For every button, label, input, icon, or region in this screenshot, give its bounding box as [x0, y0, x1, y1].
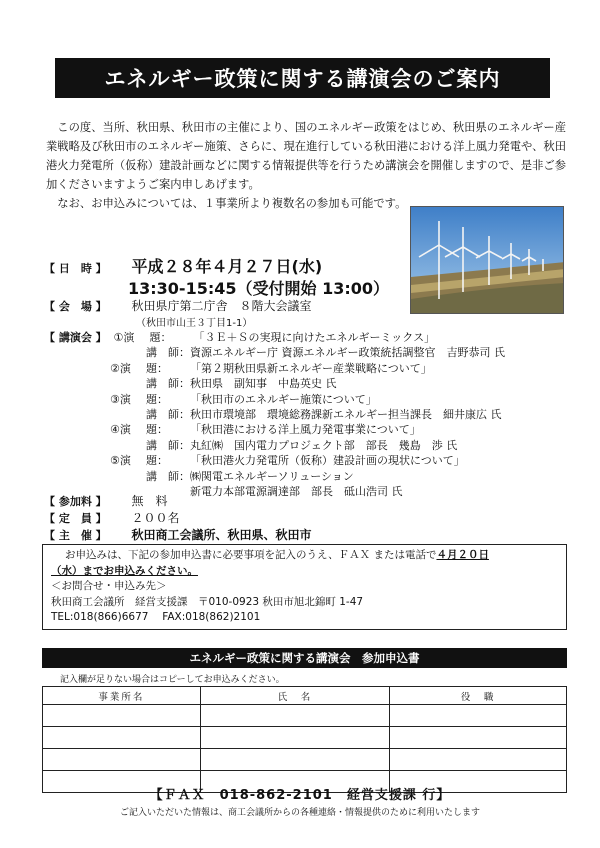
theme-key: 題：: [146, 361, 168, 375]
speaker-key: 講 師：: [146, 346, 190, 360]
company-field[interactable]: [43, 705, 201, 727]
deadline-continued: （水）までお申込みください。: [51, 564, 198, 577]
capacity-row: [44, 509, 180, 526]
company-field[interactable]: [43, 727, 201, 749]
speaker-row: [44, 345, 505, 360]
form-title: エネルギー政策に関する講演会 参加申込書: [42, 648, 567, 668]
intro-paragraph: この度、当所、秋田県、秋田市の主催により、国のエネルギー政策をはじめ、秋田県のエネルギー産業戦略及び秋田市のエネルギー施策、さらに、現在進行している秋田港における洋上風力発電や、秋田港火力発電所（仮称）建設計画などに関する情報提供等を行うため講演会を開催しますので、是非ご参加くださいますようご案内申しあげます。: [46, 121, 566, 191]
application-notice: [42, 544, 567, 630]
time-row: [128, 276, 389, 299]
lecture-speaker: 丸紅㈱ 国内電力プロジェクト部 部長 幾島 渉 氏: [190, 438, 458, 452]
lecture-row: [44, 330, 505, 345]
company-field[interactable]: [43, 749, 201, 771]
theme-key: 題：: [146, 454, 168, 468]
date-value: 平成２８年４月２７日(水): [131, 257, 323, 276]
lecture-speaker: ㈱関電エネルギーソリューション: [190, 469, 354, 483]
capacity-label: 【 定 員 】: [44, 512, 107, 525]
lecture-row: [44, 453, 505, 468]
speaker-row: [44, 438, 505, 453]
capacity-value: ２００名: [131, 511, 180, 525]
host-row: [44, 526, 312, 543]
host-value: 秋田商工会議所、秋田県、秋田市: [131, 528, 312, 542]
venue-label: 【 会 場 】: [44, 300, 107, 313]
lecture-number: ⑤演: [110, 454, 131, 468]
speaker-row-continued: 新電力本部電源調達部 部長 砥山浩司 氏: [190, 485, 403, 499]
theme-key: 題：: [146, 423, 168, 437]
lecture-label: 【 講演会 】: [44, 331, 107, 344]
position-field[interactable]: [390, 705, 567, 727]
name-field[interactable]: [200, 749, 390, 771]
form-note: 記入欄が足りない場合はコピーしてお申込みください。: [60, 675, 285, 685]
fee-value: 無 料: [131, 494, 168, 508]
fax-destination: 【ＦＡＸ 018-862-2101 経営支援課 行】: [149, 788, 451, 803]
date-row: [44, 254, 322, 277]
contact-title: ＜お問合せ・申込み先＞: [51, 580, 167, 592]
lecture-number: ②演: [110, 361, 131, 375]
form-header-position: 役 職: [390, 687, 567, 705]
speaker-key: 講 師：: [146, 408, 190, 422]
lecture-speaker: 資源エネルギー庁 資源エネルギー政策統括調整官 吉野恭司 氏: [190, 346, 505, 360]
date-label: 【 日 時 】: [44, 262, 107, 275]
notice-text: お申込みは、下記の参加申込書に必要事項を記入のうえ、ＦＡＸ または電話で: [65, 549, 437, 561]
position-field[interactable]: [390, 727, 567, 749]
intro-paragraph: なお、お申込みについては、１事業所より複数名の参加も可能です。: [57, 197, 407, 210]
fee-label: 【 参加料 】: [44, 495, 107, 508]
lecture-row: [44, 392, 505, 407]
speaker-key: 講 師：: [146, 469, 190, 483]
lecture-number: ④演: [110, 423, 131, 437]
lecture-theme: 「第２期秋田県新エネルギー産業戦略について」: [190, 361, 432, 375]
application-form-table: [42, 686, 567, 793]
speaker-row: [44, 407, 505, 422]
venue-row: [44, 297, 312, 314]
notice-line: [51, 564, 558, 580]
contact-org: 秋田商工会議所 経営支援課 〒010-0923 秋田市旭北錦町 1-47: [51, 595, 364, 608]
lecture-theme: 「３Ｅ＋Ｓの実現に向けたエネルギーミックス」: [193, 331, 436, 344]
privacy-footer: ご記入いただいた情報は、商工会議所からの各種連絡・情報提供のために利用いたします: [119, 808, 480, 818]
form-row: [43, 749, 567, 771]
notice-line: [51, 548, 558, 564]
venue-value: 秋田県庁第二庁舎 ８階大会議室: [131, 299, 312, 313]
lecture-speaker: 秋田県 副知事 中島英史 氏: [190, 377, 337, 391]
theme-key: 題：: [146, 392, 168, 406]
speaker-key: 講 師：: [146, 377, 190, 391]
speaker-row: [44, 469, 505, 484]
page-title: エネルギー政策に関する講演会のご案内: [55, 58, 550, 98]
speaker-row: [44, 376, 505, 391]
form-row: [43, 727, 567, 749]
form-row: [43, 705, 567, 727]
lecture-number: ③演: [110, 392, 131, 406]
name-field[interactable]: [200, 727, 390, 749]
lecture-row: [44, 422, 505, 437]
contact-tel: TEL:018(866)6677 FAX:018(862)2101: [51, 611, 261, 623]
lecture-theme: 「秋田市のエネルギー施策について」: [190, 392, 377, 406]
lecture-theme: 「秋田港における洋上風力発電事業について」: [190, 423, 421, 437]
intro-text: [46, 118, 566, 213]
speaker-key: 講 師：: [146, 438, 190, 452]
lecture-number: ①演: [113, 331, 135, 344]
position-field[interactable]: [390, 749, 567, 771]
form-header-name: 氏 名: [200, 687, 390, 705]
fee-row: [44, 492, 168, 509]
lecture-theme: 「秋田港火力発電所（仮称）建設計画の現状について」: [190, 454, 465, 468]
lecture-list: [44, 330, 505, 499]
form-header-row: [43, 687, 567, 705]
form-header-company: 事業所名: [43, 687, 201, 705]
wind-turbine-photo: [410, 206, 564, 314]
time-value: 13:30-15:45（受付開始 13:00）: [128, 279, 390, 298]
lecture-speaker: 秋田市環境部 環境総務課新エネルギー担当課長 細井康広 氏: [190, 408, 502, 422]
theme-key: 題：: [149, 331, 172, 344]
host-label: 【 主 催 】: [44, 529, 107, 542]
lecture-row: [44, 361, 505, 376]
deadline: ４月２０日: [436, 549, 489, 561]
venue-address: （秋田市山王３丁目1-1）: [136, 318, 253, 329]
name-field[interactable]: [200, 705, 390, 727]
